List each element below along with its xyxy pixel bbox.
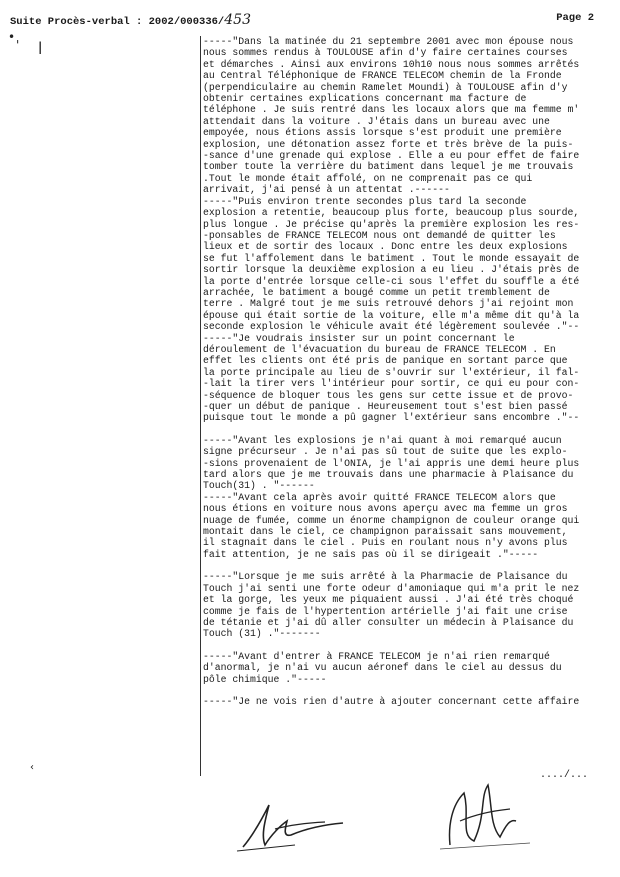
margin-rule bbox=[200, 36, 201, 776]
statement-line: et la gorge, les yeux me piquaient aussi . J'ai été très choqué bbox=[203, 594, 574, 606]
statement-line: -----"Lorsque je me suis arrêté à la Pharmacie de Plaisance du bbox=[203, 571, 568, 583]
statement-line: -----"Avant d'entrer à FRANCE TELECOM je n'ai rien remarqué bbox=[203, 650, 550, 662]
statement-line: tomber toute la verrière du batiment dans lequel je me trouvais bbox=[203, 161, 574, 173]
margin-tick-mark: ' bbox=[16, 38, 20, 52]
statement-line: se fut l'affolement dans le batiment . Tout le monde essayait de bbox=[203, 252, 580, 264]
margin-bottom-mark: ‹ bbox=[30, 762, 34, 773]
statement-line: puisque tout le monde a pû gagner l'extérieur sans encombre ."-- bbox=[203, 412, 580, 424]
page-header bbox=[10, 10, 594, 30]
statement-paragraph bbox=[203, 333, 617, 424]
margin-dot-mark: • bbox=[8, 30, 16, 44]
statement-line: explosion a retentie, beaucoup plus forte, beaucoup plus sourde, bbox=[203, 207, 580, 219]
right-signature bbox=[430, 775, 540, 855]
paragraph-gap bbox=[203, 424, 617, 435]
statement-body bbox=[203, 36, 617, 707]
statement-line: Touch j'ai senti une forte odeur d'amoniaque qui m'a prit le nez bbox=[203, 582, 580, 594]
statement-line: -----"Avant cela après avoir quitté FRANCE TELECOM alors que bbox=[203, 491, 556, 503]
paragraph-gap bbox=[203, 640, 617, 651]
statement-paragraph bbox=[203, 435, 617, 492]
statement-line: effet les clients ont été pris de panique en sortant parce que bbox=[203, 355, 568, 367]
statement-line: -ponsables de FRANCE TELECOM nous ont demandé de quitter les bbox=[203, 229, 556, 241]
statement-line: fait attention, je ne sais pas où il se dirigeait ."----- bbox=[203, 548, 539, 560]
left-signature bbox=[235, 795, 355, 855]
statement-line: -----"Je voudrais insister sur un point concernant le bbox=[203, 332, 515, 344]
statement-line: -----"Avant les explosions je n'ai quant à moi remarqué aucun bbox=[203, 434, 562, 446]
statement-line: déroulement de l'évacuation du bureau de FRANCE TELECOM . En bbox=[203, 343, 556, 355]
statement-line: et démarches . Ainsi aux environs 10h10 nous nous sommes arrêtés bbox=[203, 58, 580, 70]
statement-line: nuage de fumée, comme un énorme champignon de couleur orange qui bbox=[203, 514, 580, 526]
page-number: Page 2 bbox=[556, 12, 594, 24]
statement-line: arrachée, le batiment a bougé comme un petit tremblement de bbox=[203, 286, 550, 298]
statement-paragraph bbox=[203, 696, 617, 707]
statement-line: -séquence de bloquer tous les gens sur cette issue et de provo- bbox=[203, 389, 574, 401]
statement-paragraph bbox=[203, 36, 617, 196]
statement-line: attendait dans la voiture . J'étais dans un bureau avec une bbox=[203, 115, 550, 127]
statement-line: la porte principale au lieu de s'ouvrir sur l'extérieur, il fal- bbox=[203, 366, 580, 378]
paragraph-gap bbox=[203, 560, 617, 571]
statement-line: Touch(31) . "------ bbox=[203, 480, 315, 492]
statement-line: signe précurseur . Je n'ai pas sû tout de suite que les explo- bbox=[203, 446, 568, 458]
statement-line: -----"Puis environ trente secondes plus tard la seconde bbox=[203, 195, 527, 207]
statement-line: empoyée, nous étions assis lorsque s'est produit une première bbox=[203, 127, 562, 139]
statement-line: .Tout le monde était affolé, on ne comprenait pas ce qui bbox=[203, 172, 533, 184]
statement-paragraph bbox=[203, 651, 617, 685]
statement-line: tard alors que je me trouvais dans une pharmacie à Plaisance du bbox=[203, 469, 574, 481]
statement-line: -sance d'une grenade qui explose . Elle a eu pour effet de faire bbox=[203, 150, 580, 162]
statement-line: lieux et de sortir des locaux . Donc entre les deux explosions bbox=[203, 241, 568, 253]
statement-line: Touch (31) ."------- bbox=[203, 628, 321, 640]
margin-bar-mark: | bbox=[38, 40, 43, 54]
statement-paragraph bbox=[203, 196, 617, 333]
statement-line: montait dans le ciel, ce champignon paraissait sans mouvement, bbox=[203, 526, 568, 538]
statement-line: -sions provenaient de l'ONIA, je l'ai appris une demi heure plus bbox=[203, 457, 580, 469]
statement-line: arrivait, j'ai pensé à un attentat .------ bbox=[203, 184, 450, 196]
statement-line: épouse qui était sortie de la voiture, elle m'a même dit qu'à la bbox=[203, 309, 580, 321]
handwritten-folio-number: 453 bbox=[224, 12, 251, 28]
statement-line: nous étions en voiture nous avons aperçu avec ma femme un gros bbox=[203, 503, 568, 515]
continuation-marker: ..../... bbox=[540, 770, 589, 781]
statement-line: -lait la tirer vers l'intérieur pour sortir, ce qui eu pour con- bbox=[203, 378, 580, 390]
statement-paragraph bbox=[203, 492, 617, 560]
statement-line: au Central Téléphonique de FRANCE TELECOM chemin de la Fronde bbox=[203, 70, 562, 82]
statement-line: (perpendiculaire au chemin Ramelet Moundi) à TOULOUSE afin d'y bbox=[203, 81, 568, 93]
statement-line: il stagnait dans le ciel . Puis en roulant nous n'y avons plus bbox=[203, 537, 568, 549]
statement-line: d'anormal, je n'ai vu aucun aéronef dans le ciel au dessus du bbox=[203, 662, 562, 674]
statement-line: de tétanie et j'ai dû aller consulter un médecin à Plaisance du bbox=[203, 616, 574, 628]
statement-line: terre . Malgré tout je me suis retrouvé dehors j'ai rejoint mon bbox=[203, 298, 574, 310]
statement-line: -----"Dans la matinée du 21 septembre 2001 avec mon épouse nous bbox=[203, 36, 574, 47]
statement-line: comme je fais de l'hypertention artérielle j'ai fait une crise bbox=[203, 605, 568, 617]
paragraph-gap bbox=[203, 685, 617, 696]
document-reference: Suite Procès-verbal : 2002/000336/453 bbox=[10, 12, 251, 28]
statement-line: plus longue . Je précise qu'après la première explosion les res- bbox=[203, 218, 580, 230]
statement-line: téléphone . Je suis rentré dans les locaux alors que ma femme m' bbox=[203, 104, 580, 116]
statement-line: obtenir certaines explications concernant ma facture de bbox=[203, 93, 527, 105]
statement-line: la porte d'entrée lorsque celle-ci sous l'effet du souffle a été bbox=[203, 275, 580, 287]
statement-line: sortir lorsque la deuxième explosion a eu lieu . J'étais près de bbox=[203, 264, 580, 276]
statement-line: explosion, une détonation assez forte et très brève de la puis- bbox=[203, 138, 574, 150]
statement-line: -----"Je ne vois rien d'autre à ajouter concernant cette affaire bbox=[203, 695, 580, 707]
statement-line: -quer un début de panique . Heureusement tout s'est bien passé bbox=[203, 401, 568, 412]
statement-line: pôle chimique ."----- bbox=[203, 673, 327, 685]
statement-paragraph bbox=[203, 571, 617, 639]
statement-line: nous sommes rendus à TOULOUSE afin d'y faire certaines courses bbox=[203, 47, 568, 59]
statement-line: seconde explosion le véhicule avait été légèrement soulevée ."-- bbox=[203, 321, 580, 333]
